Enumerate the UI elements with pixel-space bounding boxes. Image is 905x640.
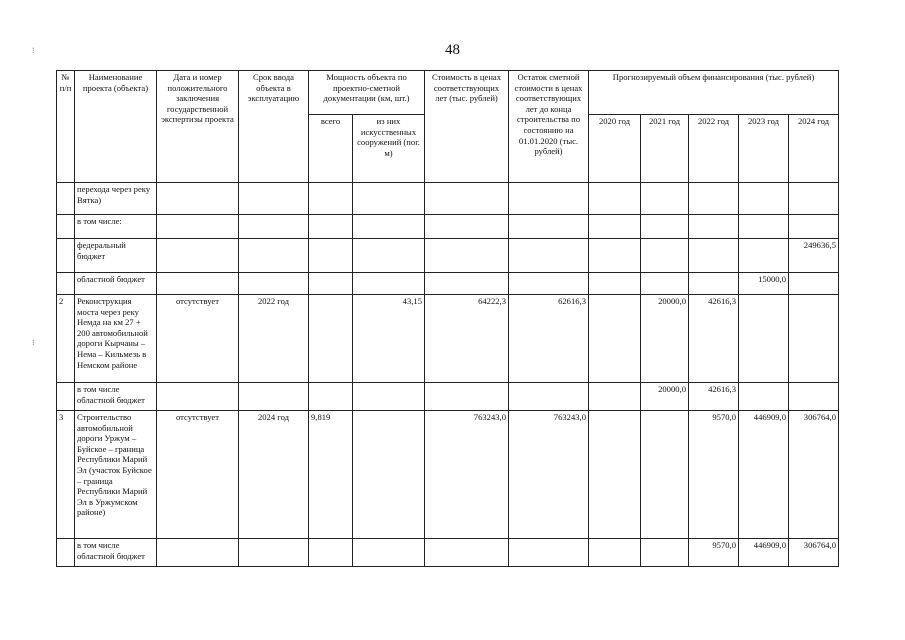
cell-cost (425, 183, 509, 215)
cell-y2024 (789, 383, 839, 411)
cell-y2023: 446909,0 (739, 539, 789, 567)
cell-expertise (157, 239, 239, 273)
cell-y2023: 446909,0 (739, 411, 789, 539)
cell-remainder (509, 215, 589, 239)
cell-y2021 (641, 539, 689, 567)
cell-y2022 (689, 215, 739, 239)
cell-cost (425, 239, 509, 273)
cell-num (57, 539, 75, 567)
cell-y2021 (641, 239, 689, 273)
cell-expertise (157, 383, 239, 411)
cell-remainder (509, 539, 589, 567)
cell-num (57, 215, 75, 239)
cell-name: перехода через реку Вятка) (75, 183, 157, 215)
header-year-2023: 2023 год (739, 115, 789, 183)
header-year-2024: 2024 год (789, 115, 839, 183)
header-capacity: Мощность объекта по проектно-сметной документации (км, шт.) (309, 71, 425, 115)
cell-remainder (509, 183, 589, 215)
cell-remainder (509, 273, 589, 295)
page-number: 48 (445, 42, 460, 58)
cell-y2024: 249636,5 (789, 239, 839, 273)
margin-mark: ⁝ (32, 338, 35, 347)
header-expertise: Дата и номер положительного заключения государственной экспертизы проекта (157, 71, 239, 183)
cell-name: в том числе: (75, 215, 157, 239)
header-num: № п/п (57, 71, 75, 183)
table-row (57, 539, 839, 567)
cell-num (57, 239, 75, 273)
cell-name: в том числе областной бюджет (75, 383, 157, 411)
cell-y2022 (689, 183, 739, 215)
cell-expertise (157, 183, 239, 215)
cell-total (309, 239, 353, 273)
header-capacity-total: всего (309, 115, 353, 183)
cell-total: 9,819 (309, 411, 353, 539)
cell-y2024 (789, 183, 839, 215)
cell-total (309, 539, 353, 567)
cell-y2023 (739, 239, 789, 273)
financing-table (56, 70, 839, 567)
cell-expertise (157, 273, 239, 295)
cell-structures (353, 183, 425, 215)
cell-y2024 (789, 215, 839, 239)
cell-remainder: 62616,3 (509, 295, 589, 383)
cell-structures (353, 383, 425, 411)
cell-y2022: 42616,3 (689, 383, 739, 411)
cell-cost (425, 383, 509, 411)
cell-y2023 (739, 183, 789, 215)
cell-cost (425, 539, 509, 567)
cell-y2022 (689, 273, 739, 295)
cell-structures (353, 239, 425, 273)
cell-name: Реконструкция моста через реку Немда на км 27 + 200 автомобильной дороги Кырчаны – Нема – Кильмезь в Немском районе (75, 295, 157, 383)
header-year-2021: 2021 год (641, 115, 689, 183)
cell-y2023 (739, 295, 789, 383)
cell-deadline (239, 273, 309, 295)
table-row (57, 215, 839, 239)
cell-total (309, 295, 353, 383)
cell-expertise: отсутствует (157, 411, 239, 539)
header-cost: Стоимость в ценах соответствующих лет (тыс. рублей) (425, 71, 509, 183)
table-row (57, 295, 839, 383)
cell-y2024 (789, 273, 839, 295)
cell-name: областной бюджет (75, 273, 157, 295)
cell-deadline (239, 539, 309, 567)
header-remainder: Остаток сметной стоимости в ценах соответствующих лет до конца строительства по состоянию на 01.01.2020 (тыс. рублей) (509, 71, 589, 183)
cell-y2021: 20000,0 (641, 383, 689, 411)
cell-structures (353, 539, 425, 567)
cell-y2020 (589, 539, 641, 567)
header-name: Наименование проекта (объекта) (75, 71, 157, 183)
cell-deadline: 2022 год (239, 295, 309, 383)
table-row (57, 239, 839, 273)
cell-cost (425, 273, 509, 295)
cell-remainder: 763243,0 (509, 411, 589, 539)
cell-deadline (239, 383, 309, 411)
cell-total (309, 273, 353, 295)
cell-y2022: 9570,0 (689, 539, 739, 567)
cell-expertise (157, 215, 239, 239)
cell-y2020 (589, 215, 641, 239)
cell-expertise (157, 539, 239, 567)
cell-structures (353, 273, 425, 295)
cell-total (309, 183, 353, 215)
header-year-2022: 2022 год (689, 115, 739, 183)
table-row (57, 183, 839, 215)
cell-num: 2 (57, 295, 75, 383)
cell-y2020 (589, 239, 641, 273)
cell-y2023 (739, 383, 789, 411)
cell-name: Строительство автомобильной дороги Уржум – Буйское – граница Республики Марий Эл (участок Буйское – граница Республики Марий Эл в Уржумском районе) (75, 411, 157, 539)
cell-name: в том числе областной бюджет (75, 539, 157, 567)
cell-y2020 (589, 411, 641, 539)
cell-deadline (239, 183, 309, 215)
cell-y2022: 42616,3 (689, 295, 739, 383)
cell-y2021 (641, 273, 689, 295)
cell-cost: 763243,0 (425, 411, 509, 539)
cell-num (57, 183, 75, 215)
cell-structures (353, 215, 425, 239)
cell-y2020 (589, 383, 641, 411)
table-row (57, 411, 839, 539)
cell-structures: 43,15 (353, 295, 425, 383)
cell-y2020 (589, 295, 641, 383)
cell-y2024: 306764,0 (789, 539, 839, 567)
cell-expertise: отсутствует (157, 295, 239, 383)
table-row (57, 273, 839, 295)
table-row (57, 383, 839, 411)
cell-structures (353, 411, 425, 539)
cell-num (57, 383, 75, 411)
cell-total (309, 383, 353, 411)
cell-y2023 (739, 215, 789, 239)
cell-y2021 (641, 183, 689, 215)
cell-y2020 (589, 273, 641, 295)
header-year-2020: 2020 год (589, 115, 641, 183)
cell-name: федеральный бюджет (75, 239, 157, 273)
header-capacity-structures: из них искусственных сооружений (пог. м) (353, 115, 425, 183)
cell-y2020 (589, 183, 641, 215)
cell-total (309, 215, 353, 239)
cell-y2021 (641, 215, 689, 239)
margin-mark: ⁝ (32, 46, 35, 55)
cell-y2024 (789, 295, 839, 383)
cell-num (57, 273, 75, 295)
cell-remainder (509, 239, 589, 273)
cell-y2022 (689, 239, 739, 273)
cell-y2021 (641, 411, 689, 539)
header-deadline: Срок ввода объекта в эксплуатацию (239, 71, 309, 183)
cell-y2021: 20000,0 (641, 295, 689, 383)
cell-y2024: 306764,0 (789, 411, 839, 539)
cell-num: 3 (57, 411, 75, 539)
cell-deadline: 2024 год (239, 411, 309, 539)
header-forecast: Прогнозируемый объем финансирования (тыс. рублей) (589, 71, 839, 115)
cell-deadline (239, 239, 309, 273)
cell-y2023: 15000,0 (739, 273, 789, 295)
cell-cost: 64222,3 (425, 295, 509, 383)
cell-y2022: 9570,0 (689, 411, 739, 539)
cell-deadline (239, 215, 309, 239)
cell-cost (425, 215, 509, 239)
cell-remainder (509, 383, 589, 411)
